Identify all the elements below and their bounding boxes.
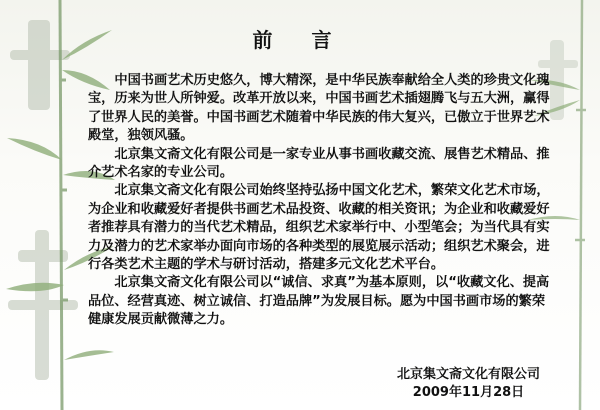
preface-body	[88, 72, 558, 330]
signature-date: 2009年11月28日	[412, 385, 525, 400]
paragraph-history: 中国书画艺术历史悠久，博大精深，是中华民族奉献给全人类的珍贵文化瑰宝，历来为世人所钟爱。改革开放以来，中国书画艺术插翅腾飞与五大洲，赢得了世界人民的美誉。中国书画艺术随着中华民族的伟大复兴，已傲立于世界艺术殿堂，独领风骚。	[88, 73, 550, 144]
calligraphy-watermark-left	[8, 20, 78, 380]
signature-company: 北京集文斋文化有限公司	[396, 367, 540, 382]
signature-block	[397, 366, 540, 402]
paragraph-principles: 北京集文斋文化有限公司以“诚信、求真”为基本原则，以“收藏文化、提高品位、经营真迹、树立诚信、打造品牌”为发展目标。愿为中国书画市场的繁荣健康发展贡献微薄之力。	[88, 275, 550, 328]
paragraph-company-mission: 北京集文斋文化有限公司始终坚持弘扬中国文化艺术，繁荣文化艺术市场，为企业和收藏爱好者提供书画艺术品投资、收藏的相关资讯；为企业和收藏爱好者推荐具有潜力的当代艺术精品，组织艺术家举行中、小型笔会；为当代具有实力及潜力的艺术家举办面向市场的各种类型的展览展示活动；组织艺术聚会，进行各类艺术主题的学术与研讨活动，搭建多元文化艺术平台。	[88, 183, 550, 273]
paragraph-company-intro: 北京集文斋文化有限公司是一家专业从事书画收藏交流、展售艺术精品、推介艺术名家的专业公司。	[88, 146, 550, 181]
page-title: 前 言	[252, 28, 348, 52]
